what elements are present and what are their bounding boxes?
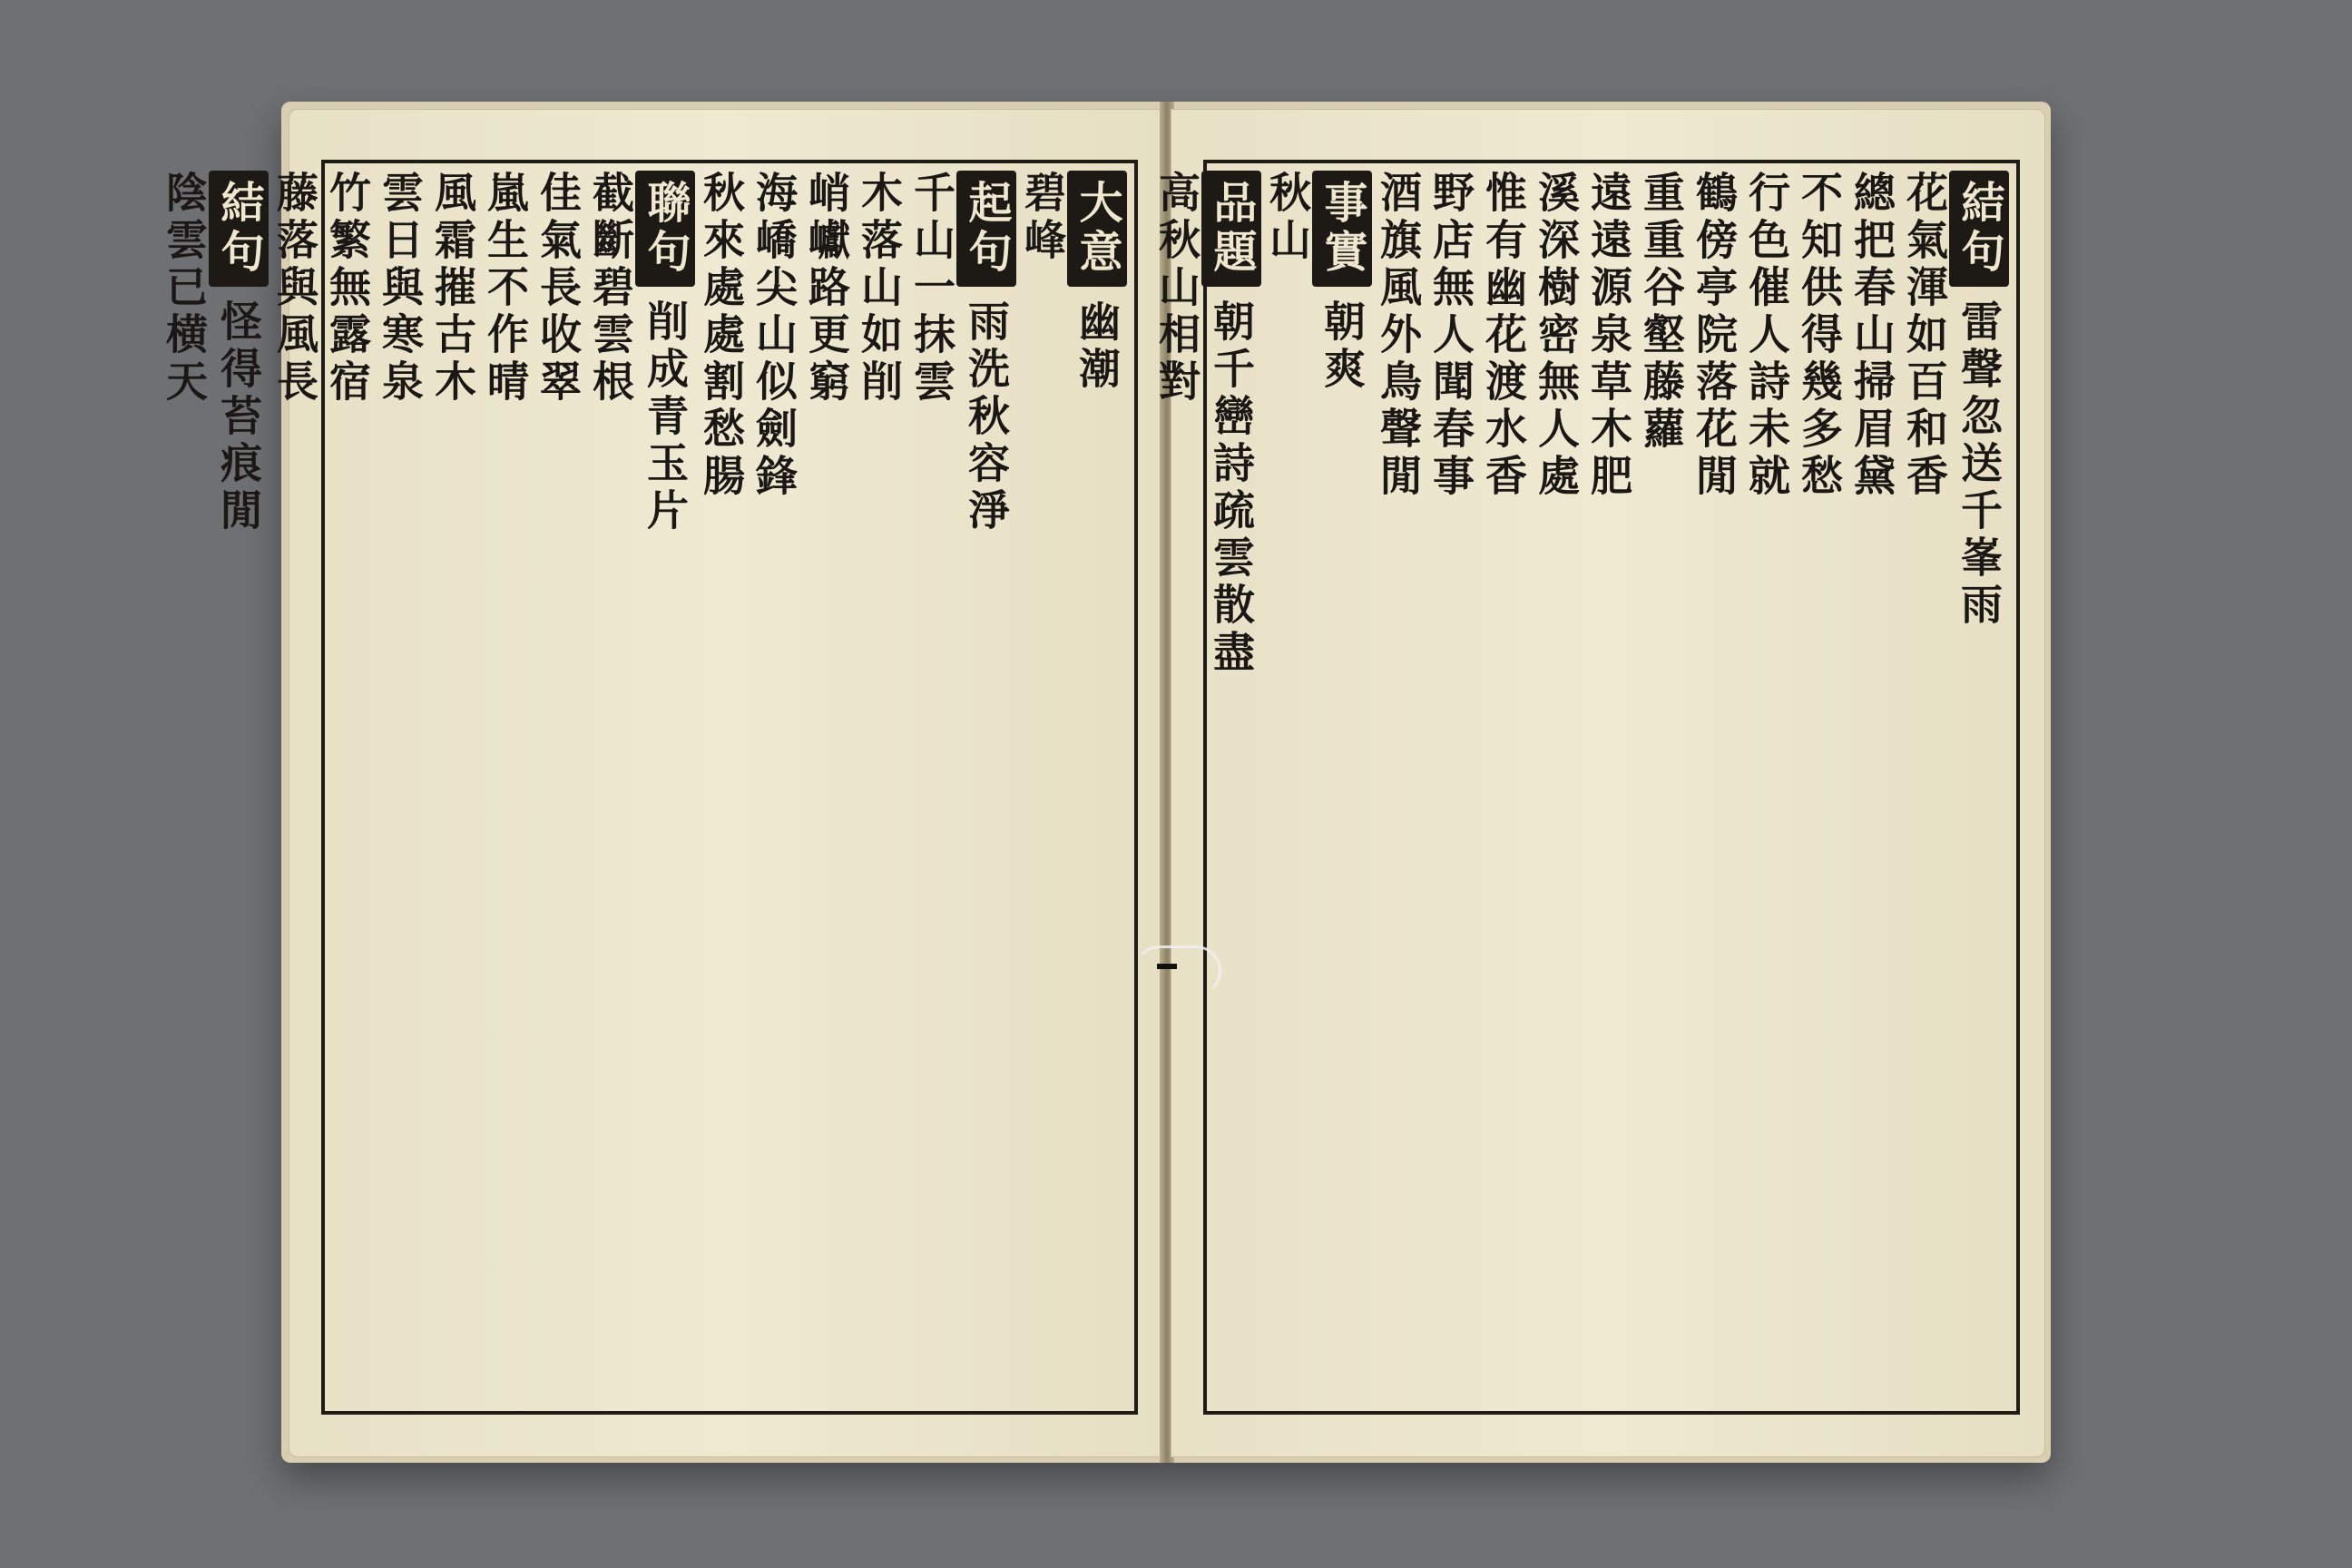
column-text: 野店無人聞春事	[1426, 171, 1475, 501]
left-page-column	[637, 171, 695, 1404]
column-text: 嵐生不作晴	[481, 171, 530, 407]
section-label: 事實	[1312, 171, 1372, 287]
right-page	[1152, 109, 2045, 1457]
right-page-column	[1793, 171, 1846, 1404]
left-page-column	[321, 171, 374, 1404]
left-page-column	[748, 171, 800, 1404]
column-text: 陰雲已横天	[160, 171, 209, 407]
left-page-column	[1069, 171, 1127, 1404]
column-text: 高秋山相對	[1152, 171, 1201, 407]
right-page-column	[1261, 171, 1314, 1404]
left-page-column	[1016, 171, 1069, 1404]
column-text: 花氣渾如百和香	[1900, 171, 1949, 501]
column-text: 惟有幽花渡水香	[1479, 171, 1528, 501]
column-text: 鶴傍亭院落花閒	[1690, 171, 1739, 501]
left-page-column	[374, 171, 426, 1404]
column-text: 佳氣長收翠	[534, 171, 583, 407]
column-text: 削成青玉片	[641, 299, 690, 535]
column-text: 峭巘路更窮	[802, 171, 851, 407]
section-label: 大意	[1067, 171, 1127, 287]
left-page-column	[853, 171, 906, 1404]
column-text: 截斷碧雲根	[586, 171, 635, 407]
left-page-columns	[160, 171, 1127, 1404]
section-label: 結句	[1949, 171, 2009, 287]
left-page	[160, 109, 1163, 1457]
section-label: 品題	[1201, 171, 1261, 287]
column-text: 雷聲忽送千峯雨	[1955, 299, 2004, 630]
left-page-column	[906, 171, 958, 1404]
column-text: 不知供得幾多愁	[1795, 171, 1844, 501]
right-page-column	[1151, 171, 1203, 1404]
left-page-column	[695, 171, 748, 1404]
right-page-column	[1203, 171, 1261, 1404]
left-page-column	[479, 171, 532, 1404]
column-text: 怪得苔痕閒	[214, 299, 263, 535]
left-page-column	[800, 171, 853, 1404]
column-text: 竹繁無露宿	[323, 171, 372, 407]
column-text: 重重谷壑藤蘿	[1637, 171, 1686, 454]
right-page-column	[1951, 171, 2009, 1404]
column-text: 藤落與風長	[270, 171, 319, 407]
right-page-column	[1740, 171, 1793, 1404]
left-page-column	[158, 171, 211, 1404]
column-text: 雲日與寒泉	[376, 171, 425, 407]
column-text: 風霜摧古木	[428, 171, 477, 407]
open-book	[160, 102, 2051, 1463]
right-page-column	[1635, 171, 1688, 1404]
right-page-column	[1425, 171, 1477, 1404]
column-text: 朝千巒詩疏雲散盡	[1207, 299, 1256, 677]
left-page-column	[532, 171, 584, 1404]
column-text: 雨洗秋容淨	[962, 299, 1011, 535]
left-page-column	[426, 171, 479, 1404]
left-page-column	[958, 171, 1016, 1404]
right-page-column	[1688, 171, 1740, 1404]
right-page-column	[1477, 171, 1530, 1404]
column-text: 總把春山掃眉黛	[1847, 171, 1896, 501]
column-text: 朝爽	[1318, 299, 1367, 394]
left-page-column	[584, 171, 637, 1404]
column-text: 酒旗風外鳥聲閒	[1374, 171, 1423, 501]
column-text: 碧峰	[1018, 171, 1067, 265]
left-page-column	[269, 171, 321, 1404]
right-page-frame	[1152, 160, 2020, 1415]
right-page-columns	[1152, 171, 2009, 1404]
section-label: 聯句	[635, 171, 695, 287]
column-text: 溪深樹密無人處	[1532, 171, 1581, 501]
column-text: 木落山如削	[855, 171, 904, 407]
column-text: 幽潮	[1073, 299, 1122, 394]
column-text: 秋山	[1263, 171, 1312, 265]
section-label: 結句	[209, 171, 269, 287]
right-page-column	[1846, 171, 1898, 1404]
column-text: 遠遠源泉草木肥	[1584, 171, 1633, 501]
column-text: 千山一抹雲	[907, 171, 956, 407]
column-text: 行色催人詩未就	[1742, 171, 1791, 501]
right-page-column	[1530, 171, 1583, 1404]
right-page-column	[1583, 171, 1635, 1404]
left-page-frame	[160, 160, 1138, 1415]
right-page-column	[1898, 171, 1951, 1404]
section-label: 起句	[956, 171, 1016, 287]
right-page-column	[1372, 171, 1425, 1404]
right-page-column	[1314, 171, 1372, 1404]
binding-thread	[1134, 946, 1221, 996]
left-page-column	[211, 171, 269, 1404]
column-text: 海嶠尖山似劍鋒	[750, 171, 799, 501]
column-text: 秋來處處割愁腸	[697, 171, 746, 501]
